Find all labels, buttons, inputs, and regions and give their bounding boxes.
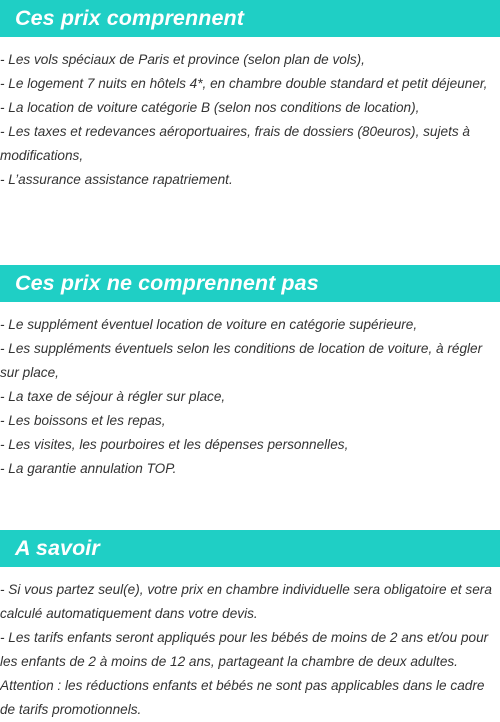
not-included-list	[0, 313, 500, 481]
section-title-good-to-know: A savoir	[15, 536, 100, 560]
list-item: - La location de voiture catégorie B (selon nos conditions de location),	[0, 100, 420, 115]
list-item: - Le supplément éventuel location de voiture en catégorie supérieure,	[0, 317, 418, 332]
section-header-not-included	[0, 265, 500, 302]
list-item: - La taxe de séjour à régler sur place,	[0, 389, 226, 404]
list-item: Attention : les réductions enfants et bébés ne sont pas applicables dans le cadre de tarifs promotionnels.	[0, 678, 485, 717]
section-title-not-included: Ces prix ne comprennent pas	[15, 271, 319, 295]
list-item: - Les tarifs enfants seront appliqués pour les bébés de moins de 2 ans et/ou pour les enfants de 2 à moins de 12 ans, partageant la chambre de deux adultes.	[0, 630, 489, 669]
good-to-know-list	[0, 578, 500, 722]
list-item: - Les visites, les pourboires et les dépenses personnelles,	[0, 437, 349, 452]
section-title-included: Ces prix comprennent	[15, 6, 244, 30]
section-header-good-to-know	[0, 530, 500, 567]
list-item: - L’assurance assistance rapatriement.	[0, 172, 233, 187]
list-item: - Les suppléments éventuels selon les conditions de location de voiture, à régler sur place,	[0, 341, 483, 380]
list-item: - Si vous partez seul(e), votre prix en chambre individuelle sera obligatoire et sera calculé automatiquement dans votre devis.	[0, 582, 492, 621]
section-header-included	[0, 0, 500, 37]
list-item: - Les boissons et les repas,	[0, 413, 166, 428]
list-item: - Le logement 7 nuits en hôtels 4*, en chambre double standard et petit déjeuner,	[0, 76, 488, 91]
list-item: - Les taxes et redevances aéroportuaires, frais de dossiers (80euros), sujets à modifications,	[0, 124, 470, 163]
included-list	[0, 48, 500, 192]
list-item: - Les vols spéciaux de Paris et province (selon plan de vols),	[0, 52, 365, 67]
list-item: - La garantie annulation TOP.	[0, 461, 177, 476]
